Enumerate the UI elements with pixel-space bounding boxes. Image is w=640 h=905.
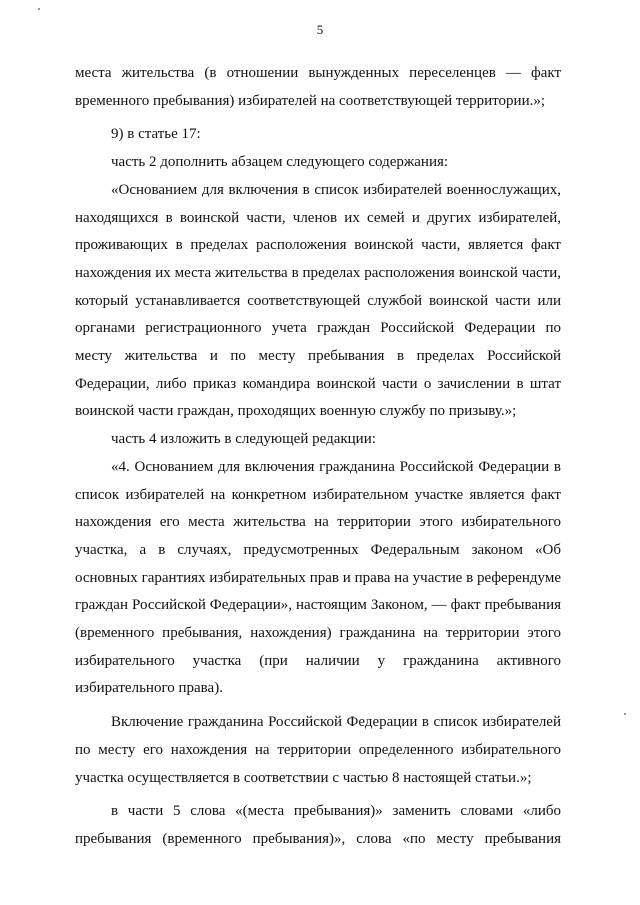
page-number: 5	[316, 22, 324, 37]
paragraph: «Основанием для включения в список избирателей военнослужащих, находящихся в воинской части, членов их семей и других избирателей, проживающих в пределах расположения воинской части, является факт нахождения их места жительства в пределах расположения воинской части, который устанавливается соответствующей службой воинской части или органами регистрационного учета граждан Российской Федерации по месту жительства и по месту пребывания в пределах Российской Федерации, либо приказ командира воинской части о зачислении в штат воинской части граждан, проходящих военную службу по призыву.»;	[75, 181, 561, 420]
paragraph: Включение гражданина Российской Федерации в список избирателей по месту его нахождения на территории определенного избирательного участка осуществляется в соответствии с частью 8 настоящей статьи.»;	[75, 714, 561, 786]
paragraph: места жительства (в отношении вынужденных переселенцев — факт временного пребывания) избирателей на соответствующей территории.»;	[75, 65, 561, 109]
document-body	[75, 60, 561, 854]
paragraph: часть 4 изложить в следующей редакции:	[111, 431, 376, 448]
paragraph: в части 5 слова «(места пребывания)» заменить словами «либо пребывания (временного пребывания)», слова «по месту пребывания	[75, 803, 561, 847]
scan-mark	[624, 713, 626, 715]
paragraph: часть 2 дополнить абзацем следующего содержания:	[111, 154, 449, 171]
paragraph: 9) в статье 17:	[111, 126, 201, 143]
paragraph: «4. Основанием для включения гражданина Российской Федерации в список избирателей на конкретном избирательном участке является факт нахождения его места жительства на территории этого избирательного участка, а в случаях, предусмотренных Федеральным законом «Об основных гарантиях избирательных прав и права на участие в референдуме граждан Российской Федерации», настоящим Законом, — факт пребывания (временного пребывания, нахождения) гражданина на территории этого избирательного участка (при наличии у гражданина активного избирательного права).	[75, 458, 561, 697]
scan-mark	[38, 8, 40, 10]
